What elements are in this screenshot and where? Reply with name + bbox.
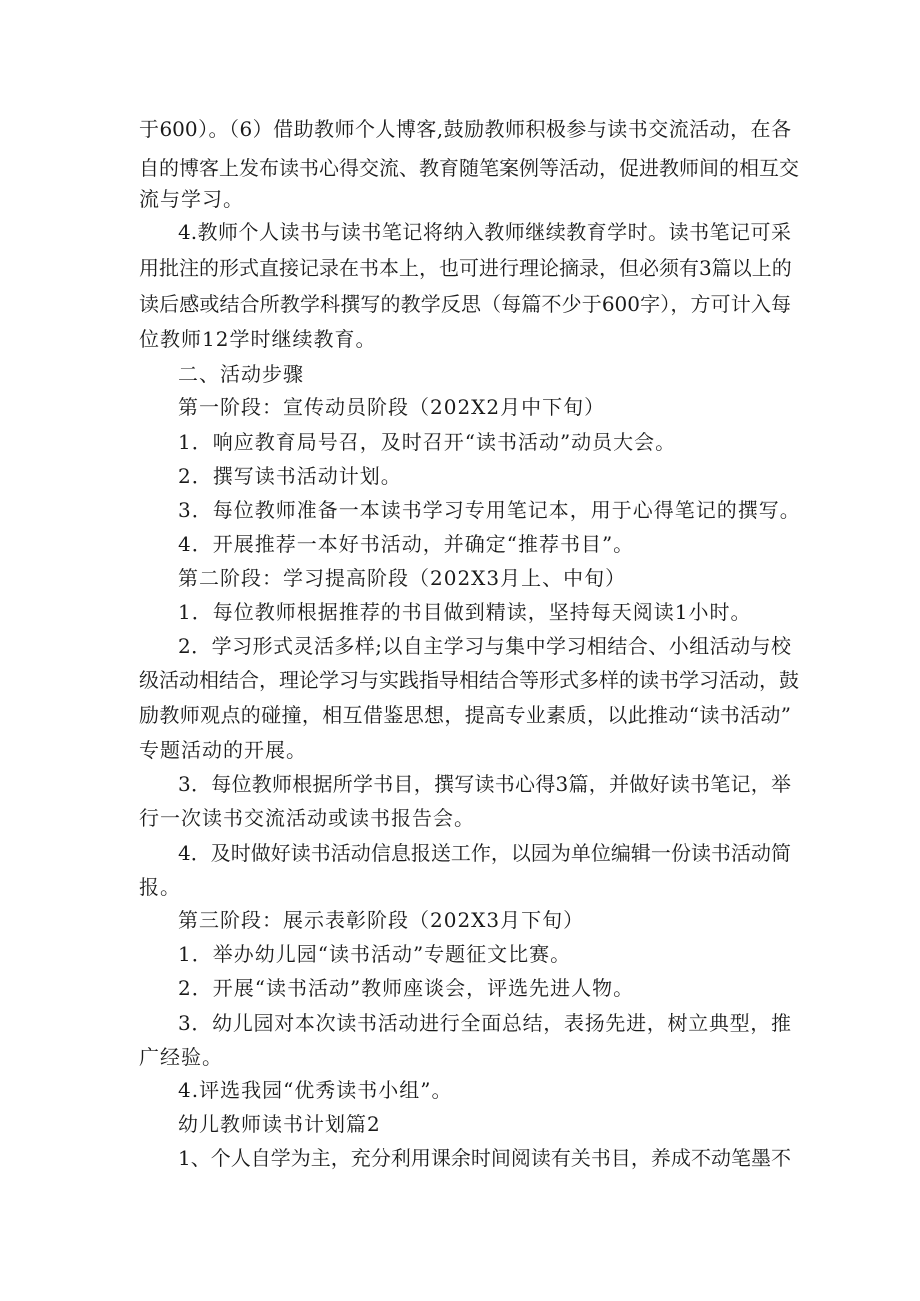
paragraph-line: 行一次读书交流活动或读书报告会。 [139, 806, 475, 830]
list-item: 3．幼儿园对本次读书活动进行全面总结，表扬先进，树立典型，推 [178, 1011, 791, 1035]
paragraph-line: 自的博客上发布读书心得交流、教育随笔案例等活动，促进教师间的相互交 [139, 156, 799, 180]
paragraph-line: 报。 [139, 875, 181, 899]
list-item: 1．响应教育局号召，及时召开“读书活动”动员大会。 [178, 430, 677, 454]
paragraph-line: 4.教师个人读书与读书笔记将纳入教师继续教育学时。读书笔记可采 [178, 220, 791, 244]
paragraph-line: 读后感或结合所教学科撰写的教学反思（每篇不少于600字），方可计入每 [139, 292, 791, 316]
stage-heading: 第一阶段：宣传动员阶段（202X2月中下旬） [178, 395, 606, 419]
section-heading: 二、活动步骤 [178, 362, 304, 386]
paragraph-line: 广经验。 [139, 1045, 223, 1069]
list-item: 4.评选我园“优秀读书小组”。 [178, 1078, 453, 1102]
paragraph-line: 1、个人自学为主，充分利用课余时间阅读有关书目，养成不动笔墨不 [178, 1146, 791, 1170]
paragraph-line: 级活动相结合，理论学习与实践指导相结合等形式多样的读书学习活动，鼓 [139, 668, 799, 692]
stage-heading: 第二阶段：学习提高阶段（202X3月上、中旬） [178, 566, 627, 590]
stage-heading: 第三阶段：展示表彰阶段（202X3月下旬） [178, 908, 585, 932]
list-item: 2．学习形式灵活多样;以自主学习与集中学习相结合、小组活动与校 [178, 634, 791, 658]
list-item: 1．举办幼儿园“读书活动”专题征文比赛。 [178, 942, 572, 966]
list-item: 1．每位教师根据推荐的书目做到精读，坚持每天阅读1小时。 [178, 600, 752, 624]
list-item: 2．开展“读书活动”教师座谈会，评选先进人物。 [178, 976, 635, 1000]
paragraph-line: 位教师12学时继续教育。 [139, 327, 377, 351]
paragraph-line: 流与学习。 [139, 187, 244, 211]
list-item: 3．每位教师根据所学书目，撰写读书心得3篇，并做好读书笔记，举 [178, 772, 791, 796]
list-item: 4．及时做好读书活动信息报送工作，以园为单位编辑一份读书活动简 [178, 841, 791, 865]
paragraph-line: 于600）。（6）借助教师个人博客,鼓励教师积极参与读书交流活动，在各 [139, 117, 791, 141]
list-item: 3．每位教师准备一本读书学习专用笔记本，用于心得笔记的撰写。 [178, 498, 801, 522]
article-heading: 幼儿教师读书计划篇2 [178, 1112, 381, 1136]
paragraph-line: 专题活动的开展。 [139, 738, 307, 762]
list-item: 2．撰写读书活动计划。 [178, 464, 402, 488]
paragraph-line: 励教师观点的碰撞，相互借鉴思想，提高专业素质，以此推动“读书活动” [139, 703, 791, 727]
list-item: 4．开展推荐一本好书活动，并确定“推荐书目”。 [178, 532, 635, 556]
paragraph-line: 用批注的形式直接记录在书本上，也可进行理论摘录，但必须有3篇以上的 [139, 256, 792, 280]
